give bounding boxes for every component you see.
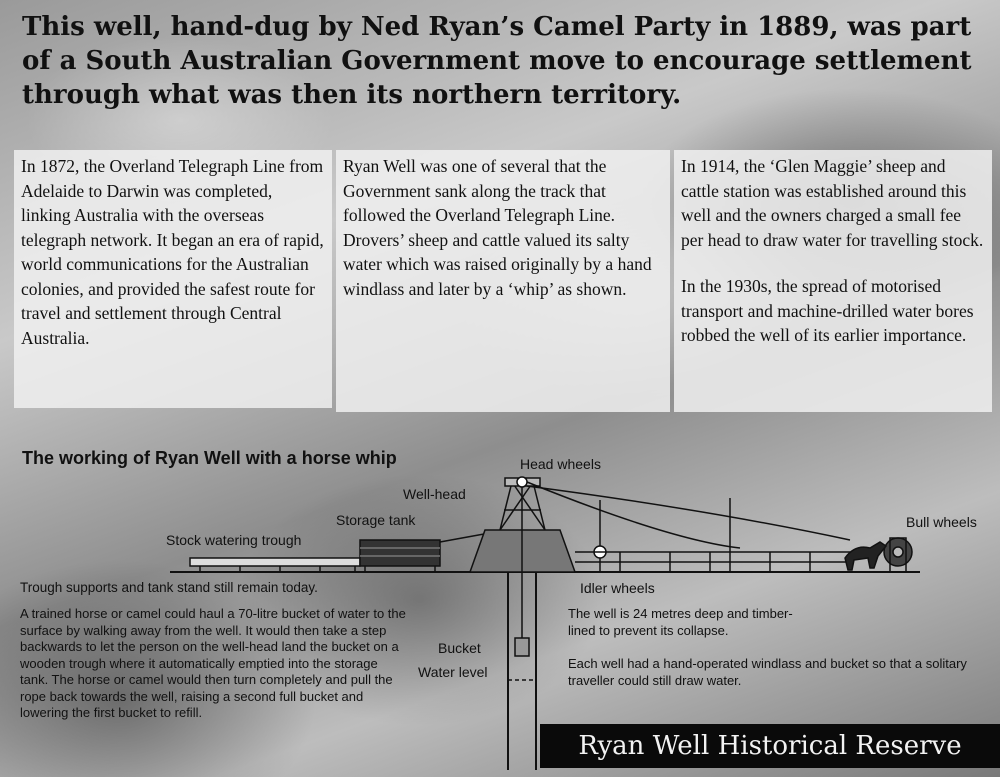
well-head-label: Well-head bbox=[403, 486, 466, 502]
bucket-label: Bucket bbox=[438, 640, 481, 656]
bull-wheels-label: Bull wheels bbox=[906, 514, 977, 530]
reserve-name-banner: Ryan Well Historical Reserve bbox=[540, 724, 1000, 768]
text-column-glen-maggie bbox=[674, 150, 992, 412]
horse-explanation: A trained horse or camel could haul a 70-litre bucket of water to the surface by walking away from the well. It would then take a step backwards to let the person on the well-head land the bucket on a wooden trough where it automatically emptied into the storage tank. The horse or camel would then turn completely and pull the rope back towards the well, raising a second full bucket and lowering the first bucket to refill. bbox=[20, 606, 406, 720]
depth-note: The well is 24 metres deep and timber- lined to prevent its collapse. bbox=[568, 606, 793, 638]
sign-headline: This well, hand-dug by Ned Ryan’s Camel Party in 1889, was part of a South Australian Government move to encourage settlement through what was then its northern territory. bbox=[22, 12, 972, 110]
idler-wheels-label: Idler wheels bbox=[580, 580, 655, 596]
text-column-telegraph bbox=[14, 150, 332, 408]
storage-tank-drawing bbox=[360, 540, 440, 572]
stock-trough-drawing bbox=[190, 558, 360, 572]
bull-wheels-drawing bbox=[884, 538, 912, 572]
windlass-note: Each well had a hand-operated windlass and bucket so that a solitary traveller could still draw water. bbox=[568, 656, 967, 688]
storage-tank-label: Storage tank bbox=[336, 512, 416, 528]
trough-note: Trough supports and tank stand still remain today. bbox=[20, 580, 318, 595]
ryan-well-paragraph: Ryan Well was one of several that the Government sank along the track that followed the Overland Telegraph Line. Drovers’ sheep and cattle valued its salty water which was raised originally by a hand windlass and later by a ‘whip’ as shown. bbox=[343, 156, 652, 299]
stock-trough-label: Stock watering trough bbox=[166, 532, 302, 548]
horse-drawing bbox=[845, 542, 886, 570]
decline-paragraph: In the 1930s, the spread of motorised transport and machine-drilled water bores robbed the well of its earlier importance. bbox=[681, 276, 974, 345]
head-wheels-label: Head wheels bbox=[520, 456, 601, 472]
text-column-ryan-well bbox=[336, 150, 670, 412]
telegraph-paragraph: In 1872, the Overland Telegraph Line from Adelaide to Darwin was completed, linking Australia with the overseas telegraph network. It began an era of rapid, world communications for the Australian colonies, and provided the safest route for travel and settlement through Central Australia. bbox=[21, 156, 324, 348]
water-level-label: Water level bbox=[418, 664, 488, 680]
fence-drawing bbox=[575, 552, 850, 572]
diagram-title: The working of Ryan Well with a horse whip bbox=[22, 448, 397, 468]
glen-maggie-paragraph: In 1914, the ‘Glen Maggie’ sheep and cattle station was established around this well and the owners charged a small fee per head to draw water for travelling stock. bbox=[681, 156, 984, 250]
